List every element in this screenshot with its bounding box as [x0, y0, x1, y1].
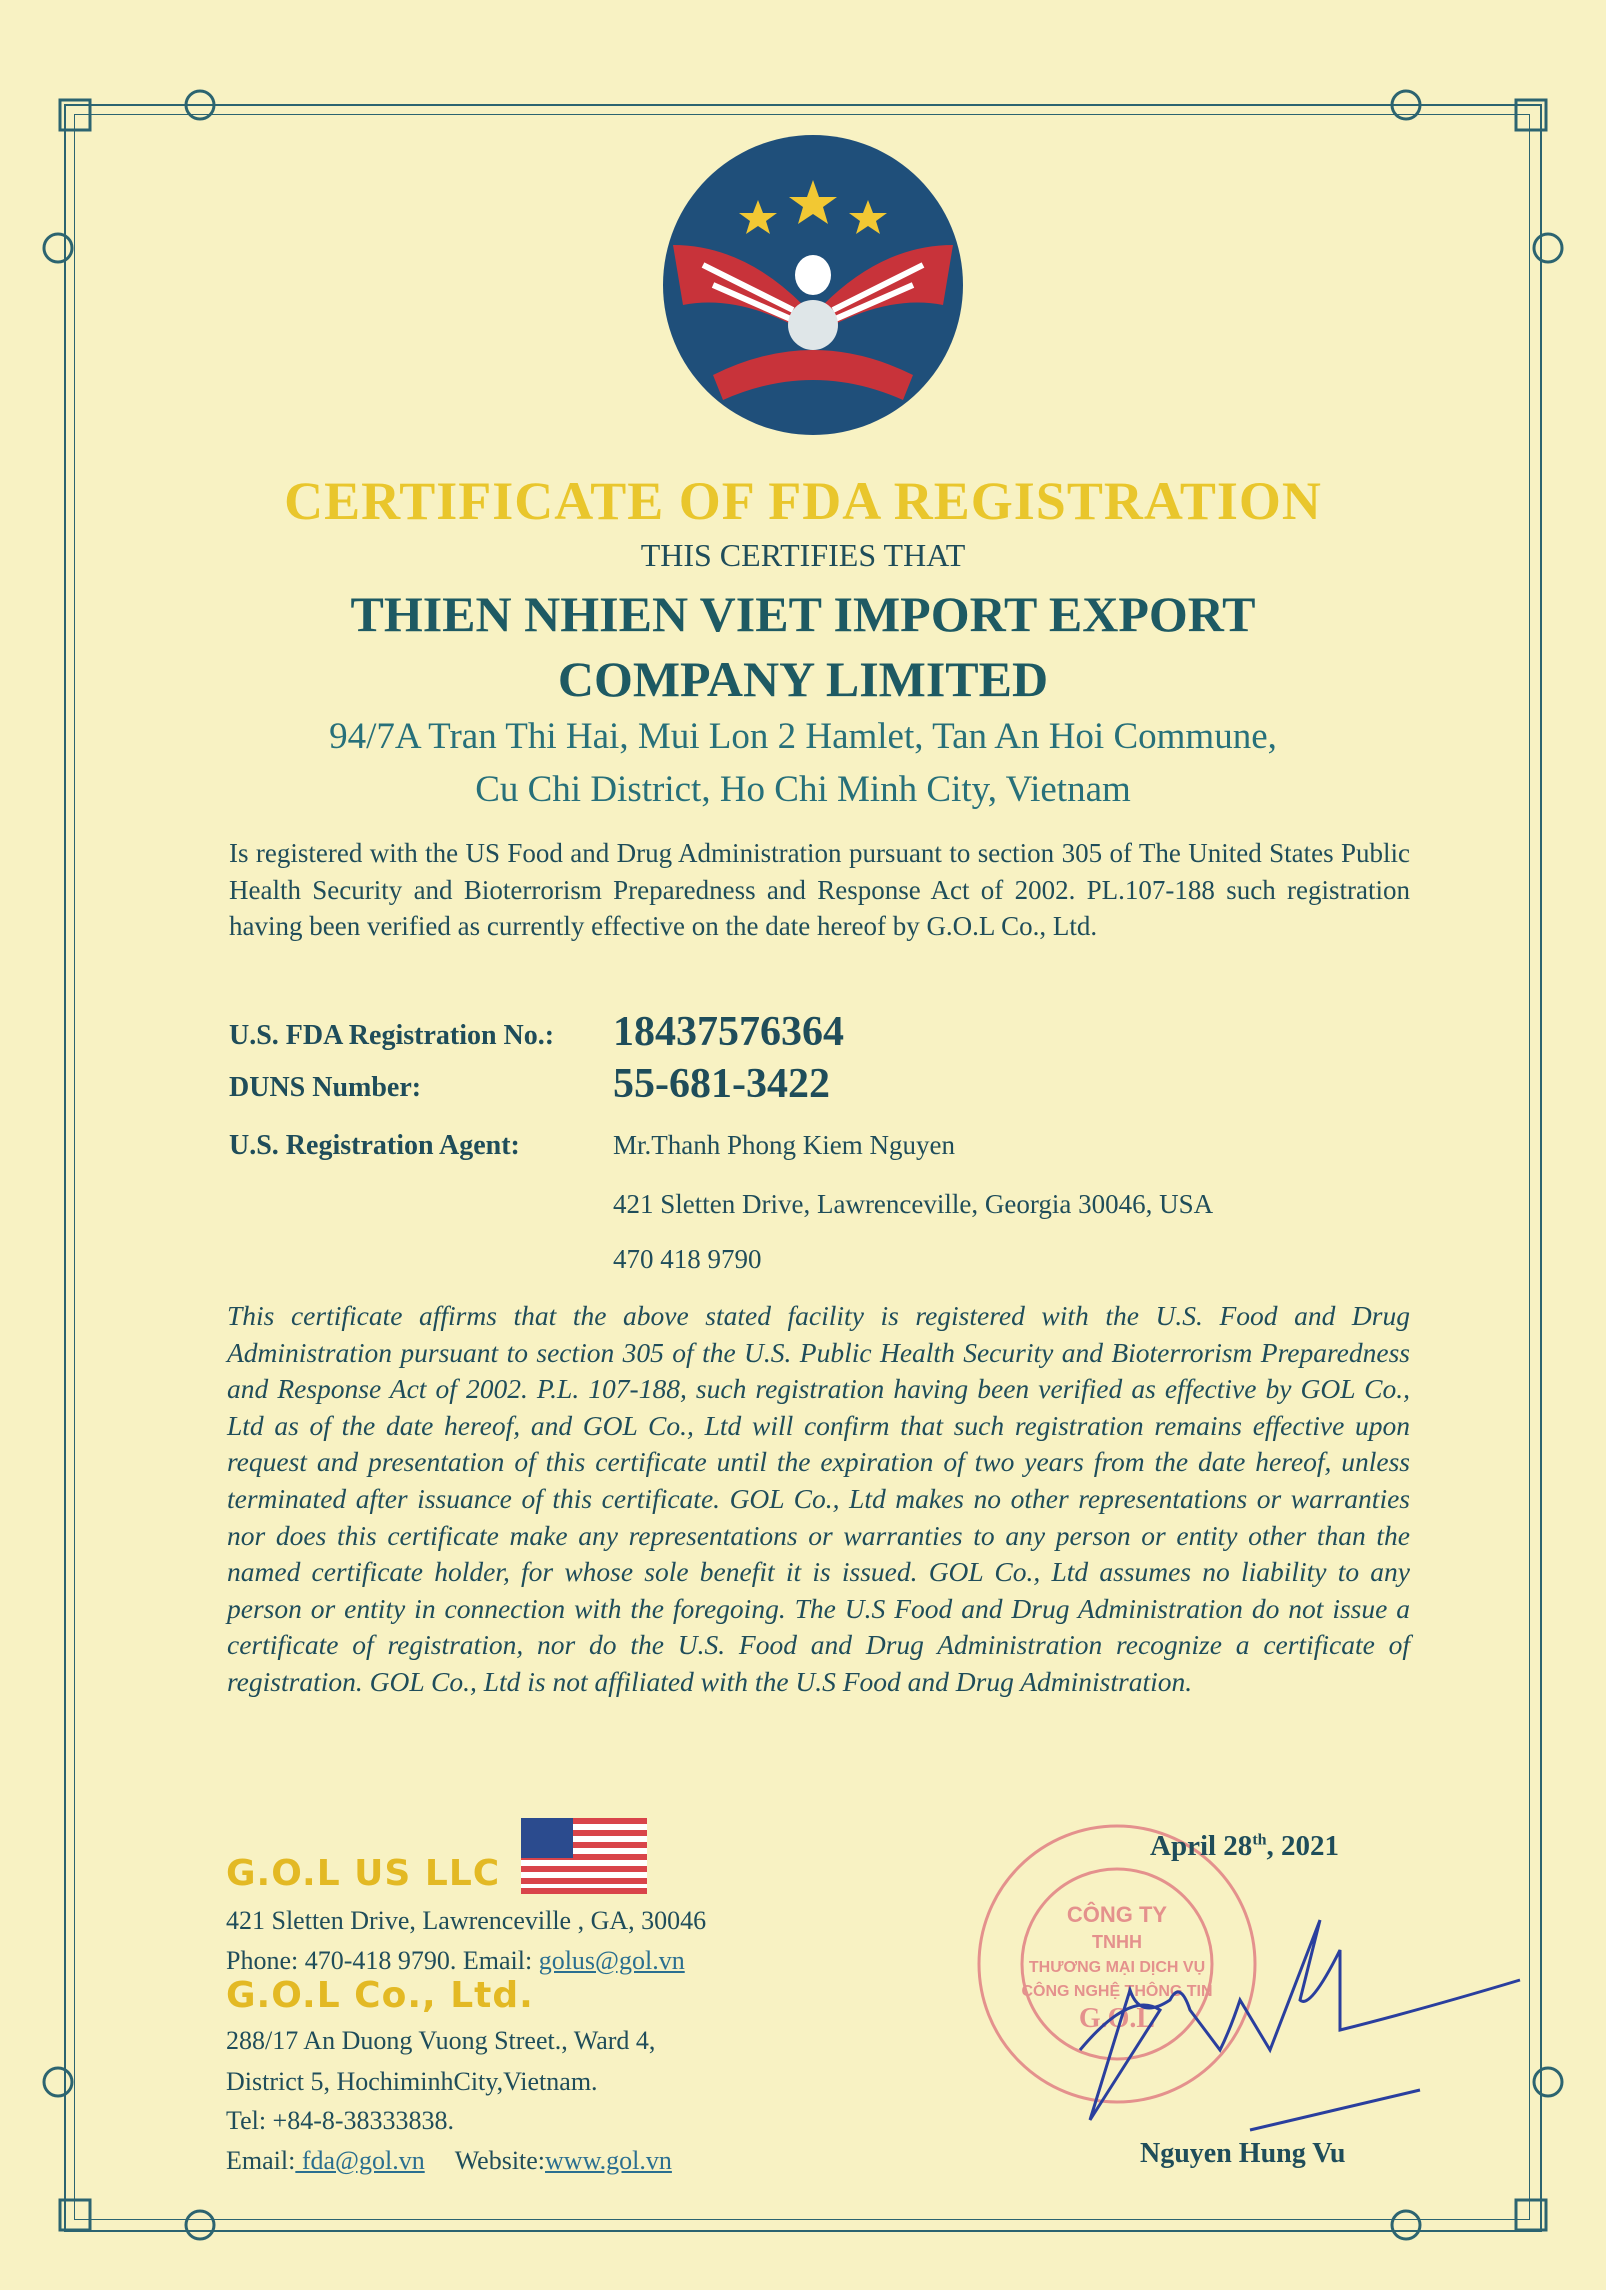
- fda-registration-number: 18437576364: [613, 1009, 844, 1055]
- registration-statement: Is registered with the US Food and Drug Administration pursuant to section 305 of The United States Public Health Security and Bioterrorism Preparedness and Response Act of 2002. PL.107-188 such registration having been verified as currently effective on the date hereof by G.O.L Co., Ltd.: [229, 838, 1410, 941]
- agent-name: Mr.Thanh Phong Kiem Nguyen: [613, 1130, 955, 1160]
- company-address-line1: 94/7A Tran Thi Hai, Mui Lon 2 Hamlet, Tan An Hoi Commune,: [329, 716, 1277, 757]
- gol-us-llc-logo: G.O.L US LLC: [226, 1853, 501, 1894]
- fda-registration-label: U.S. FDA Registration No.:: [229, 1020, 555, 1051]
- gol-vn-email-link[interactable]: fda@gol.vn: [295, 2146, 425, 2175]
- gol-vn-tel: Tel: +84-8-38333838.: [226, 2106, 455, 2135]
- date-suffix: th: [1252, 1831, 1267, 1849]
- disclaimer-paragraph: This certificate affirms that the above stated facility is registered with the U.S. Food and Drug Administration pursuant to section 305 of the U.S. Public Health Security and Bioterrorism Preparedness and Response Act of 2002. P.L. 107-188, such registration having been verified as effective by GOL Co., Ltd as of the date hereof, and GOL Co., Ltd will confirm that such registration remains effective upon request and presentation of this certificate until the expiration of two years from the date hereof, unless terminated after issuance of this certificate. GOL Co., Ltd makes no other representations or warranties nor does this certificate make any representations or warranties to any person or entity other than the named certificate holder, for whose sole benefit it is issued. GOL Co., Ltd assumes no liability to any person or entity in connection with the foregoing. The U.S Food and Drug Administration do not issue a certificate of registration, nor do the U.S. Food and Drug Administration recognize a certificate of registration. GOL Co., Ltd is not affiliated with the U.S Food and Drug Administration.: [227, 1300, 1410, 1697]
- agent-phone: 470 418 9790: [613, 1244, 762, 1274]
- gol-vn-contact: [226, 2146, 672, 2176]
- svg-text:TNHH: TNHH: [1092, 1932, 1142, 1952]
- svg-text:THƯƠNG MẠI DỊCH VỤ: THƯƠNG MẠI DỊCH VỤ: [1028, 1959, 1206, 1976]
- svg-text:G.O.L: G.O.L: [1078, 2003, 1156, 2034]
- signature: [1040, 1880, 1560, 2150]
- gol-us-email-link[interactable]: golus@gol.vn: [538, 1946, 685, 1975]
- date-month-day: April 28: [1150, 1830, 1253, 1862]
- gol-vn-address2: District 5, HochiminhCity,Vietnam.: [226, 2067, 598, 2096]
- gol-us-contact: [226, 1946, 685, 1976]
- date-year: , 2021: [1266, 1830, 1340, 1862]
- gol-co-ltd-logo: G.O.L Co., Ltd.: [226, 1975, 534, 2016]
- company-address-line2: Cu Chi District, Ho Chi Minh City, Vietnam: [475, 769, 1131, 810]
- svg-text:CÔNG NGHỆ THÔNG TIN: CÔNG NGHỆ THÔNG TIN: [1021, 1983, 1213, 2000]
- agent-label: U.S. Registration Agent:: [229, 1130, 520, 1161]
- company-name-line1: THIEN NHIEN VIET IMPORT EXPORT: [350, 586, 1256, 642]
- eagle-logo: [663, 135, 963, 435]
- certifies-text: THIS CERTIFIES THAT: [640, 537, 966, 573]
- company-name-line2: COMPANY LIMITED: [557, 651, 1049, 707]
- svg-text:CÔNG TY: CÔNG TY: [1066, 1902, 1168, 1927]
- agent-address: 421 Sletten Drive, Lawrenceville, Georgia 30046, USA: [613, 1189, 1214, 1219]
- signer-name: Nguyen Hung Vu: [1140, 2138, 1346, 2169]
- gol-vn-website-link[interactable]: www.gol.vn: [545, 2146, 672, 2175]
- gol-us-address: 421 Sletten Drive, Lawrenceville , GA, 30046: [226, 1906, 707, 1935]
- duns-number: 55-681-3422: [613, 1061, 830, 1107]
- gol-us-phone: Phone: 470-418 9790. Email:: [226, 1946, 539, 1975]
- gol-vn-address1: 288/17 An Duong Vuong Street., Ward 4,: [226, 2026, 656, 2055]
- issue-date: [1150, 1830, 1339, 1863]
- us-flag-icon: [521, 1818, 647, 1894]
- gol-vn-email-label: Email:: [226, 2146, 296, 2175]
- duns-label: DUNS Number:: [229, 1072, 422, 1103]
- gol-vn-website-label: Website:: [454, 2146, 546, 2175]
- certificate-title: CERTIFICATE OF FDA REGISTRATION: [284, 471, 1322, 531]
